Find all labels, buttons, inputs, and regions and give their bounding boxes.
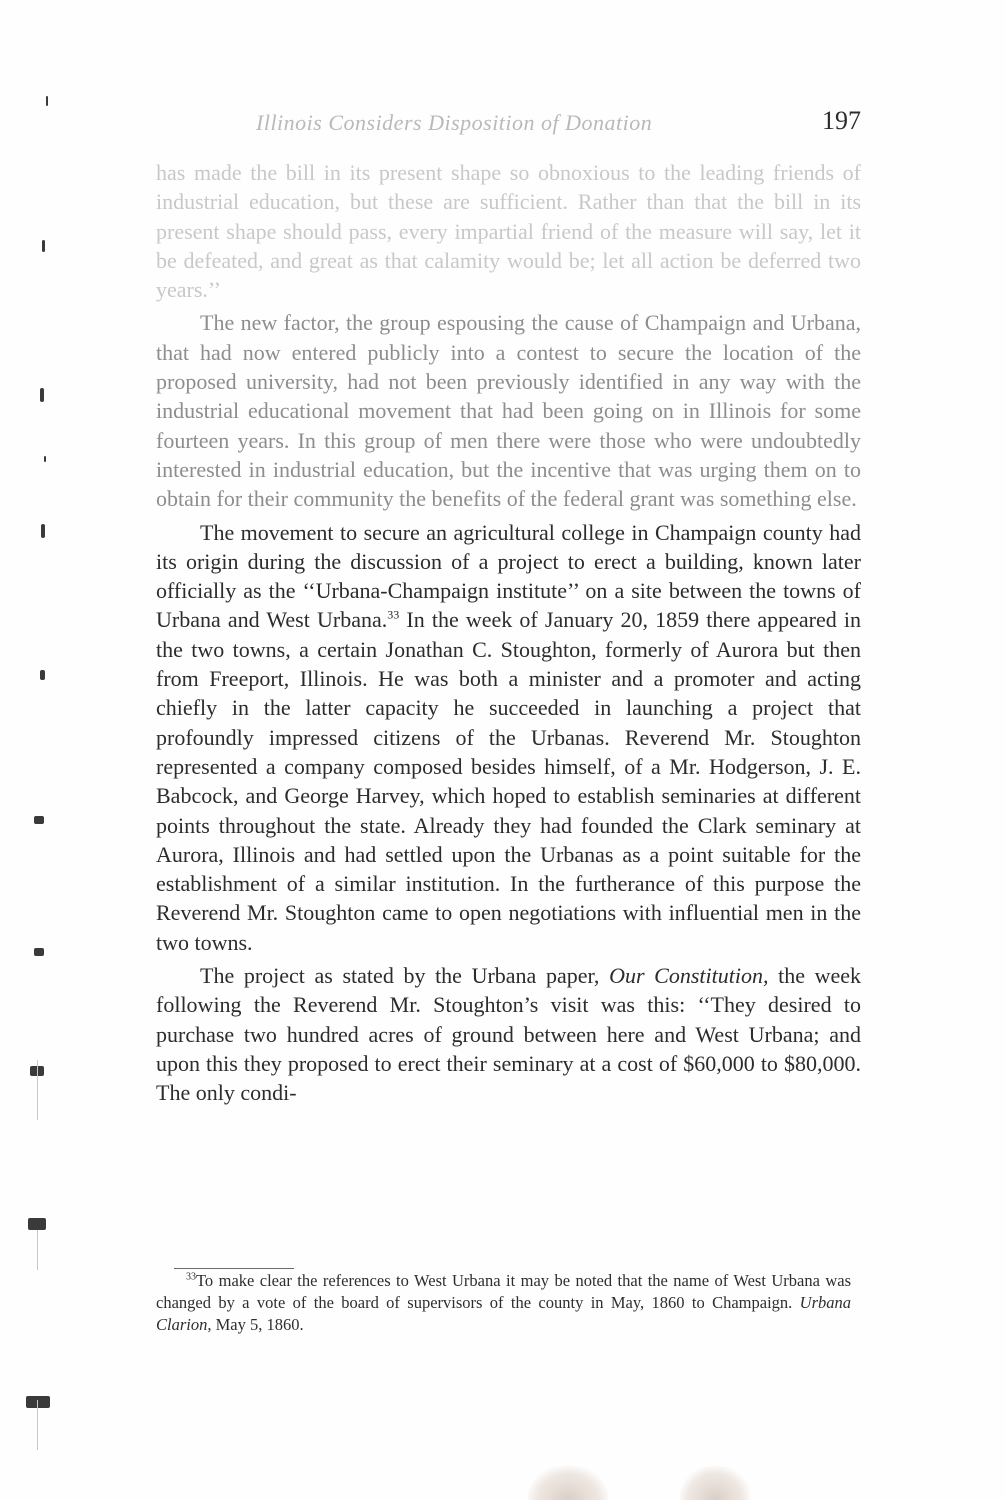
footnote-text: To make clear the references to West Urbana it may be noted that the name of West Urbana was changed by a vote of the board of supervisors of the county in May, 1860 to Champaign.: [156, 1271, 851, 1312]
binding-mark: [26, 1396, 50, 1408]
thumb-smudge: [680, 1466, 750, 1500]
paragraph-text: The movement to secure an agricultural college in Champaign county had its origin during the discussion of a project to erect a building, known later officially as the ‘‘Urbana-Champaign institute’’ on a site between the towns of Urbana and West Urbana.: [156, 519, 861, 633]
paragraph: [156, 308, 861, 513]
paragraph-text: The new factor, the group espousing the cause of Champaign and Urbana, that had now entered publicly into a contest to secure the location of the proposed university, had not been previously identified in any way with the industrial educational movement that had been going on in Illinois for some fourteen years. In this group of men there were those who were undoubtedly interested in industrial education, but the incentive that was urging them on to obtain for their community the benefits of the federal grant was something else.: [156, 310, 861, 512]
thumb-smudge: [528, 1466, 608, 1500]
binding-mark: [40, 670, 45, 680]
footnote: [156, 1270, 851, 1336]
binding-mark: [42, 240, 45, 252]
paragraph-text: The project as stated by the Urbana paper,: [200, 963, 610, 989]
footnote-rule: [174, 1268, 294, 1269]
newspaper-title: Our Constitution,: [609, 963, 769, 989]
binding-mark: [40, 388, 44, 402]
footnote-text: May 5, 1860.: [211, 1315, 304, 1334]
paragraph-text: the week following the Reverend Mr. Stoughton’s visit was this: ‘‘They desired to purchase two hundred acres of ground between here and West Urbana; and upon this they proposed to erect their seminary at a cost of $60,000 to $80,000. The only condi-: [156, 963, 862, 1106]
binding-mark: [28, 1218, 46, 1230]
binding-mark: [44, 456, 46, 462]
newspaper-title: Urbana Clarion,: [156, 1293, 851, 1334]
binding-rule: [37, 1230, 38, 1270]
binding-mark: [34, 816, 44, 824]
paragraph-text: In the week of January 20, 1859 there appeared in the two towns, a certain Jonathan C. Stoughton, formerly of Aurora but then from Freeport, Illinois. He was both a minister and a promoter and acting chiefly in the latter capacity he succeeded in launching a project that profoundly impressed citizens of the Urbanas. Reverend Mr. Stoughton represented a company composed besides himself, of a Mr. Hodgerson, J. E. Babcock, and George Harvey, which hoped to establish seminaries at different points throughout the state. Already they had founded the Clark seminary at Aurora, Illinois and had settled upon the Urbanas as a point suitable for the establishment of a similar institution. In the furtherance of this purpose the Reverend Mr. Stoughton came to open negotiations with influential men in the two towns.: [156, 607, 862, 955]
running-head-title: Illinois Considers Disposition of Donation: [256, 110, 653, 135]
binding-mark: [34, 948, 44, 956]
paragraph: [156, 961, 861, 1107]
running-head: [156, 106, 861, 140]
page-number: 197: [822, 106, 861, 135]
body-text: [156, 158, 861, 1108]
paragraph: [156, 518, 861, 957]
binding-mark: [46, 96, 48, 106]
footnote-number: 33: [186, 1271, 196, 1283]
footnote-reference[interactable]: 33: [387, 608, 400, 623]
paragraph-text: has made the bill in its present shape so obnoxious to the leading friends of industrial education, but these are sufficient. Rather than that the bill in its present shape should pass, every impartial friend of the measure will say, let it be defeated, and great as that calamity would be; let all action be deferred two years.’’: [156, 160, 861, 303]
paragraph: [156, 158, 861, 304]
binding-rule: [37, 1400, 38, 1450]
binding-rule: [37, 1060, 38, 1120]
binding-mark: [41, 524, 45, 538]
